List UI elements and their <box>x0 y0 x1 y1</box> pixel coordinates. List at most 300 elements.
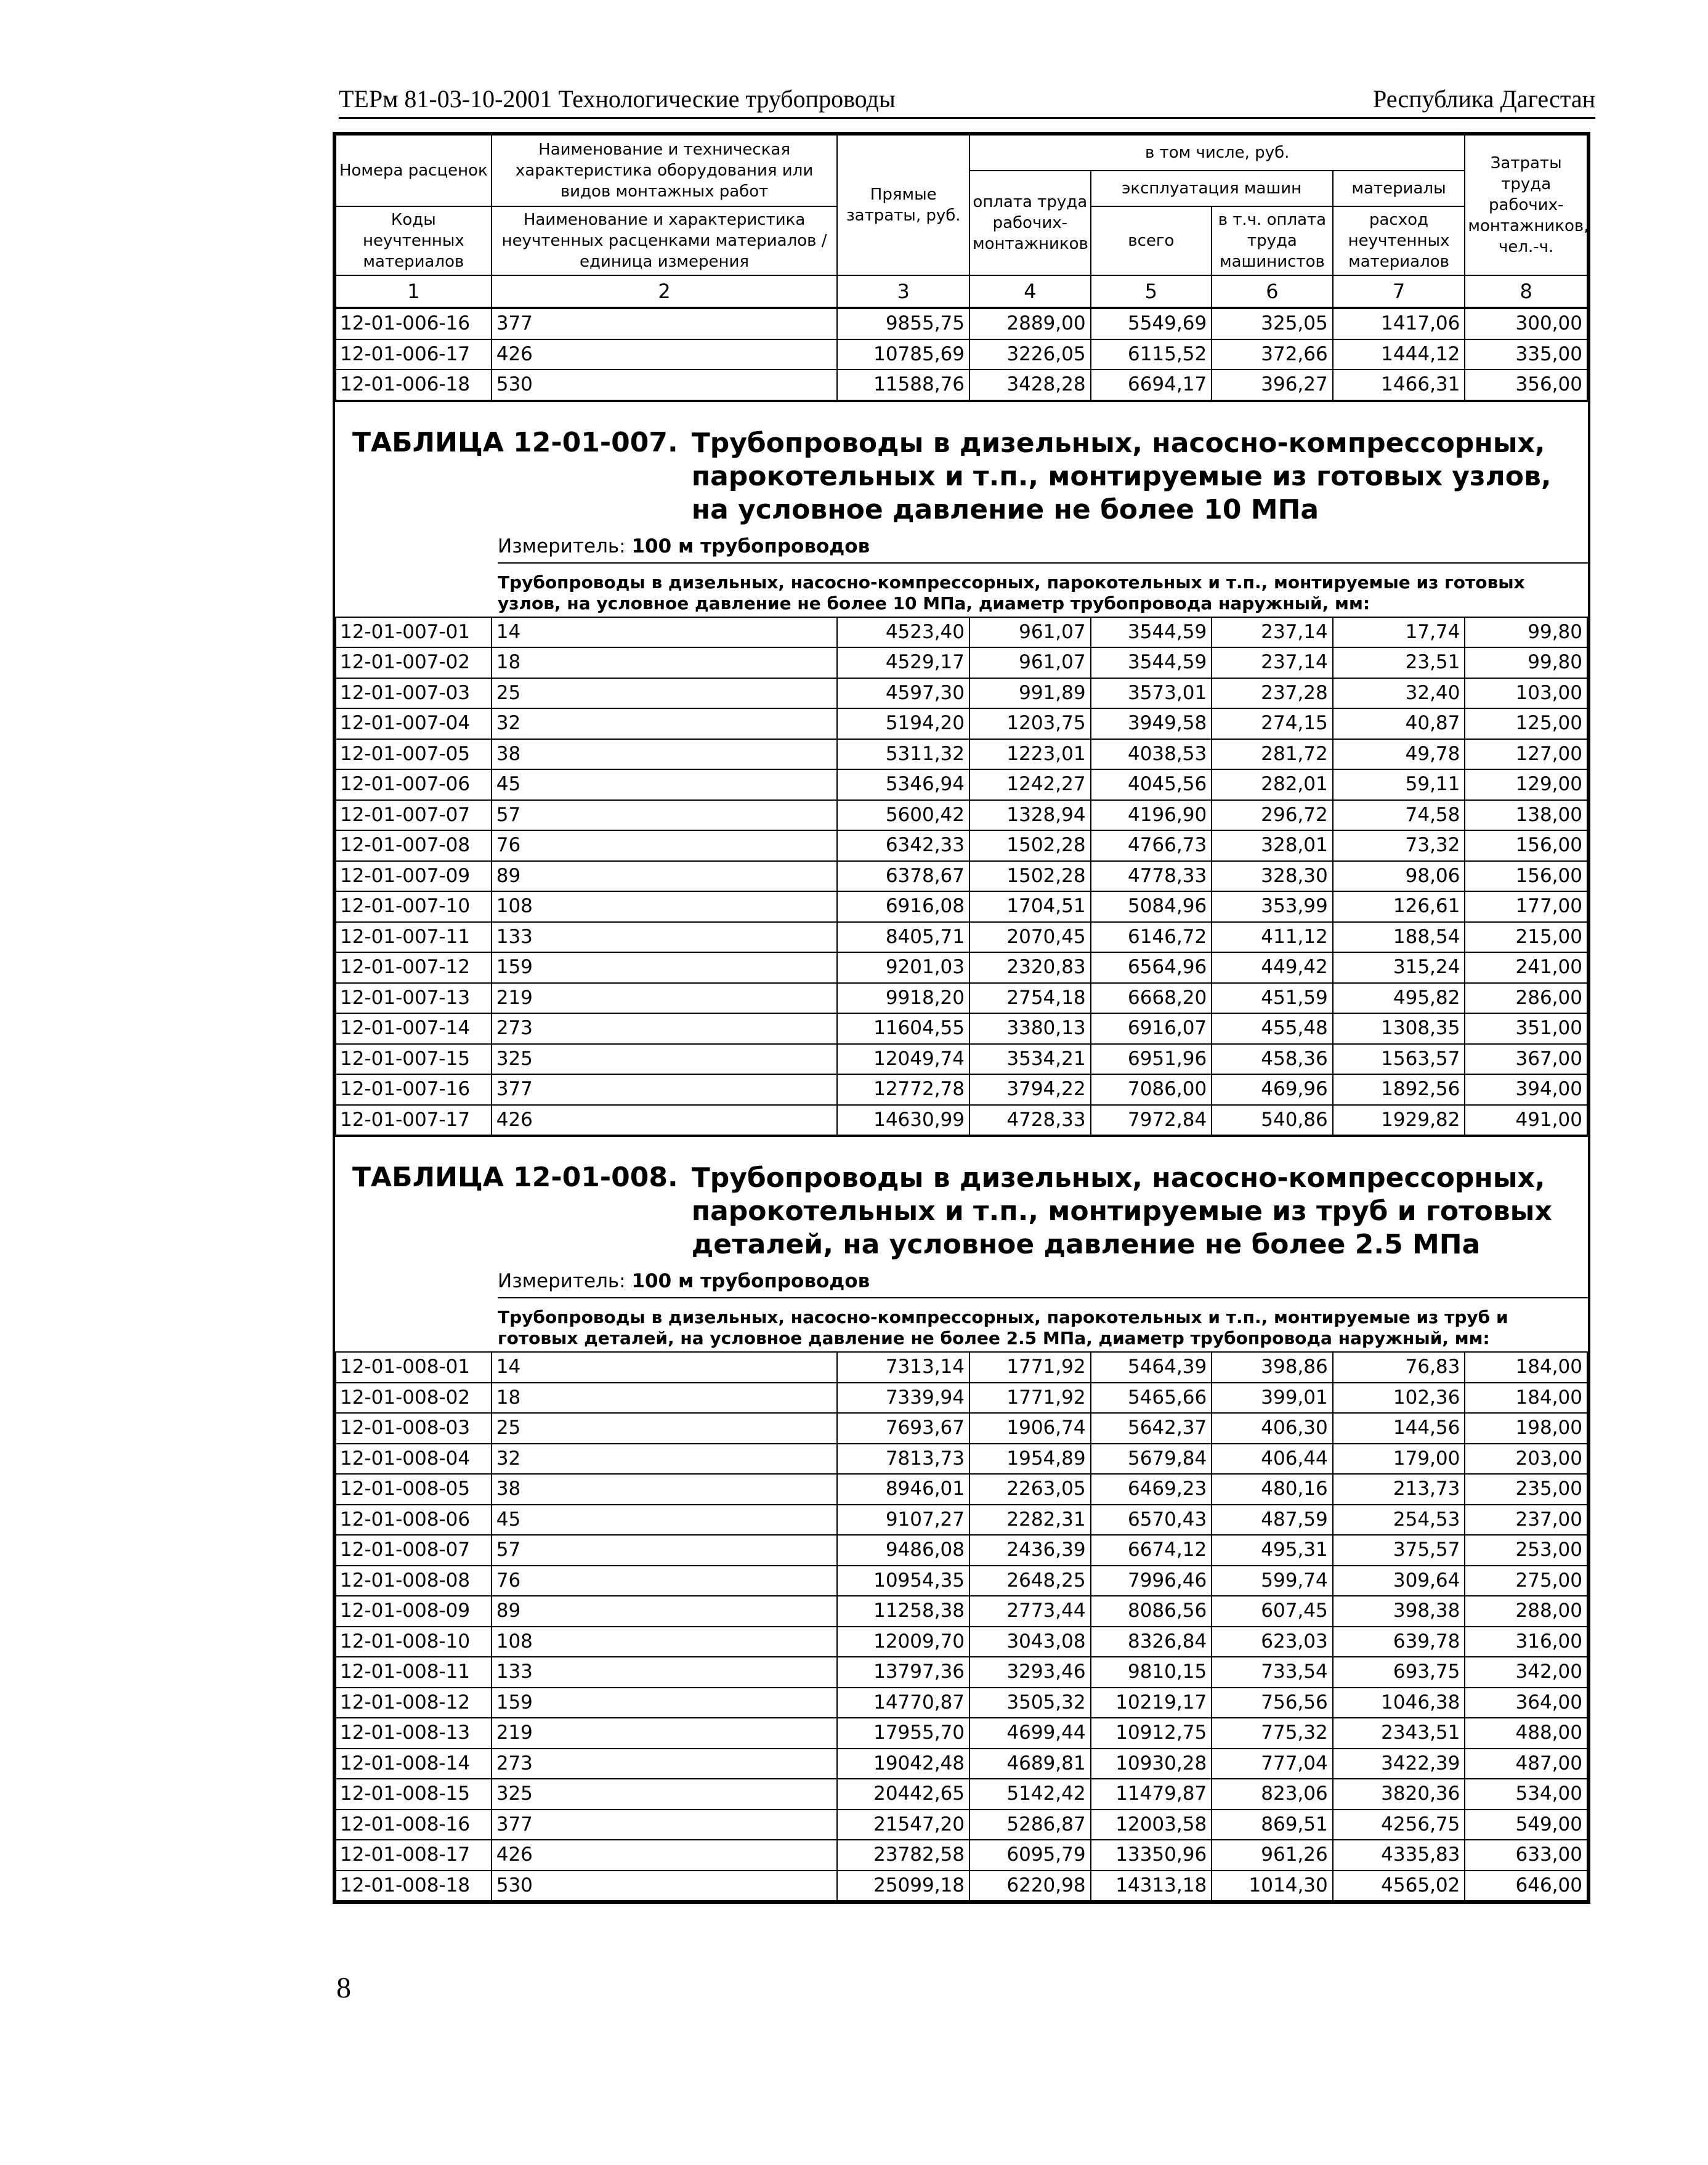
value-cell: 2320,83 <box>969 952 1091 983</box>
diameter-cell: 159 <box>492 1688 838 1718</box>
value-cell: 3428,28 <box>969 370 1091 400</box>
value-cell: 777,04 <box>1212 1749 1333 1779</box>
table-row <box>336 952 1587 983</box>
rate-code-cell: 12-01-007-10 <box>336 891 492 922</box>
value-cell: 1906,74 <box>969 1413 1091 1444</box>
value-cell: 3820,36 <box>1333 1779 1465 1810</box>
diameter-cell: 45 <box>492 769 838 800</box>
diameter-cell: 377 <box>492 309 838 339</box>
value-cell: 8326,84 <box>1091 1627 1212 1657</box>
value-cell: 487,59 <box>1212 1505 1333 1536</box>
value-cell: 6668,20 <box>1091 983 1212 1014</box>
table-row <box>336 339 1587 370</box>
value-cell: 756,56 <box>1212 1688 1333 1718</box>
diameter-cell: 18 <box>492 1383 838 1414</box>
value-cell: 6095,79 <box>969 1840 1091 1871</box>
section-heading: Трубопроводы в дизельных, насосно-компрессорных, парокотельных и т.п., монтируемые из труб и готовых деталей, на условное давление не более 2.5 МПа, диаметр трубопровода наружный, мм: <box>498 1297 1588 1351</box>
value-cell: 237,14 <box>1212 647 1333 678</box>
value-cell: 4728,33 <box>969 1105 1091 1136</box>
rate-code-cell: 12-01-008-14 <box>336 1749 492 1779</box>
value-cell: 203,00 <box>1465 1444 1587 1475</box>
value-cell: 1223,01 <box>969 739 1091 770</box>
table-row <box>336 1840 1587 1871</box>
value-cell: 6570,43 <box>1091 1505 1212 1536</box>
table-12-01-007-title-block <box>335 401 1588 617</box>
table-row <box>336 800 1587 831</box>
value-cell: 125,00 <box>1465 708 1587 739</box>
rate-code-cell: 12-01-008-09 <box>336 1596 492 1627</box>
table-row <box>336 617 1587 648</box>
table-row <box>336 309 1587 339</box>
value-cell: 14770,87 <box>837 1688 969 1718</box>
value-cell: 5286,87 <box>969 1810 1091 1840</box>
diameter-cell: 530 <box>492 1871 838 1901</box>
value-cell: 455,48 <box>1212 1013 1333 1044</box>
value-cell: 13350,96 <box>1091 1840 1212 1871</box>
value-cell: 342,00 <box>1465 1657 1587 1688</box>
table-row <box>336 1013 1587 1044</box>
value-cell: 3544,59 <box>1091 617 1212 648</box>
value-cell: 275,00 <box>1465 1566 1587 1596</box>
table-row <box>336 1688 1587 1718</box>
value-cell: 4335,83 <box>1333 1840 1465 1871</box>
value-cell: 23,51 <box>1333 647 1465 678</box>
diameter-cell: 219 <box>492 983 838 1014</box>
table-row <box>336 1596 1587 1627</box>
rate-code-cell: 12-01-008-01 <box>336 1352 492 1383</box>
value-cell: 1954,89 <box>969 1444 1091 1475</box>
rate-code-cell: 12-01-008-16 <box>336 1810 492 1840</box>
value-cell: 215,00 <box>1465 922 1587 953</box>
table-row <box>336 1749 1587 1779</box>
value-cell: 237,28 <box>1212 678 1333 709</box>
value-cell: 7086,00 <box>1091 1074 1212 1105</box>
table-row <box>336 1074 1587 1105</box>
value-cell: 4045,56 <box>1091 769 1212 800</box>
value-cell: 488,00 <box>1465 1718 1587 1749</box>
diameter-cell: 325 <box>492 1044 838 1075</box>
value-cell: 9810,15 <box>1091 1657 1212 1688</box>
value-cell: 1046,38 <box>1333 1688 1465 1718</box>
rate-code-cell: 12-01-007-17 <box>336 1105 492 1136</box>
value-cell: 198,00 <box>1465 1413 1587 1444</box>
diameter-cell: 14 <box>492 1352 838 1383</box>
diameter-cell: 45 <box>492 1505 838 1536</box>
rate-code-cell: 12-01-008-15 <box>336 1779 492 1810</box>
value-cell: 11588,76 <box>837 370 969 400</box>
table-row <box>336 1444 1587 1475</box>
value-cell: 6916,08 <box>837 891 969 922</box>
value-cell: 316,00 <box>1465 1627 1587 1657</box>
table-12-01-008-title-block <box>335 1136 1588 1351</box>
value-cell: 1929,82 <box>1333 1105 1465 1136</box>
value-cell: 3422,39 <box>1333 1749 1465 1779</box>
header-machines: эксплуатация машин <box>1091 171 1333 206</box>
table-row <box>336 739 1587 770</box>
value-cell: 237,00 <box>1465 1505 1587 1536</box>
diameter-cell: 133 <box>492 922 838 953</box>
header-materials: материалы <box>1333 171 1465 206</box>
table-label: ТАБЛИЦА 12-01-008. <box>352 1162 678 1193</box>
table-row <box>336 1105 1587 1136</box>
column-number-row <box>336 275 1587 307</box>
value-cell: 375,57 <box>1333 1535 1465 1566</box>
diameter-cell: 273 <box>492 1749 838 1779</box>
header-direct-costs: Прямые затраты, руб. <box>837 135 969 275</box>
value-cell: 11604,55 <box>837 1013 969 1044</box>
value-cell: 1892,56 <box>1333 1074 1465 1105</box>
value-cell: 1444,12 <box>1333 339 1465 370</box>
page-number: 8 <box>336 1972 351 2004</box>
value-cell: 4565,02 <box>1333 1871 1465 1901</box>
diameter-cell: 530 <box>492 370 838 400</box>
value-cell: 5549,69 <box>1091 309 1212 339</box>
value-cell: 73,32 <box>1333 830 1465 861</box>
rate-code-cell: 12-01-007-09 <box>336 861 492 892</box>
value-cell: 2889,00 <box>969 309 1091 339</box>
diameter-cell: 32 <box>492 1444 838 1475</box>
value-cell: 315,24 <box>1333 952 1465 983</box>
rate-code-cell: 12-01-007-11 <box>336 922 492 953</box>
value-cell: 1771,92 <box>969 1383 1091 1414</box>
table-row <box>336 983 1587 1014</box>
value-cell: 6378,67 <box>837 861 969 892</box>
value-cell: 9107,27 <box>837 1505 969 1536</box>
value-cell: 12009,70 <box>837 1627 969 1657</box>
table-label: ТАБЛИЦА 12-01-007. <box>352 426 678 458</box>
value-cell: 353,99 <box>1212 891 1333 922</box>
diameter-cell: 273 <box>492 1013 838 1044</box>
diameter-cell: 38 <box>492 1474 838 1505</box>
rate-code-cell: 12-01-008-12 <box>336 1688 492 1718</box>
value-cell: 9918,20 <box>837 983 969 1014</box>
value-cell: 2773,44 <box>969 1596 1091 1627</box>
value-cell: 19042,48 <box>837 1749 969 1779</box>
value-cell: 4597,30 <box>837 678 969 709</box>
value-cell: 129,00 <box>1465 769 1587 800</box>
value-cell: 6694,17 <box>1091 370 1212 400</box>
value-cell: 7693,67 <box>837 1413 969 1444</box>
value-cell: 495,82 <box>1333 983 1465 1014</box>
value-cell: 491,00 <box>1465 1105 1587 1136</box>
value-cell: 5142,42 <box>969 1779 1091 1810</box>
value-cell: 398,86 <box>1212 1352 1333 1383</box>
value-cell: 823,06 <box>1212 1779 1333 1810</box>
value-cell: 7996,46 <box>1091 1566 1212 1596</box>
meter-label: Измеритель: <box>498 1270 626 1292</box>
value-cell: 1466,31 <box>1333 370 1465 400</box>
value-cell: 2648,25 <box>969 1566 1091 1596</box>
value-cell: 961,07 <box>969 647 1091 678</box>
value-cell: 5465,66 <box>1091 1383 1212 1414</box>
value-cell: 98,06 <box>1333 861 1465 892</box>
diameter-cell: 219 <box>492 1718 838 1749</box>
table-row <box>336 708 1587 739</box>
value-cell: 4529,17 <box>837 647 969 678</box>
value-cell: 693,75 <box>1333 1657 1465 1688</box>
value-cell: 458,36 <box>1212 1044 1333 1075</box>
table-row <box>336 1383 1587 1414</box>
value-cell: 2343,51 <box>1333 1718 1465 1749</box>
value-cell: 4778,33 <box>1091 861 1212 892</box>
value-cell: 394,00 <box>1465 1074 1587 1105</box>
value-cell: 126,61 <box>1333 891 1465 922</box>
rate-code-cell: 12-01-008-06 <box>336 1505 492 1536</box>
value-cell: 99,80 <box>1465 617 1587 648</box>
value-cell: 49,78 <box>1333 739 1465 770</box>
diameter-cell: 38 <box>492 739 838 770</box>
header-code-bottom: Коды неучтенных материалов <box>336 206 492 275</box>
rate-code-cell: 12-01-008-03 <box>336 1413 492 1444</box>
value-cell: 733,54 <box>1212 1657 1333 1688</box>
value-cell: 3043,08 <box>969 1627 1091 1657</box>
value-cell: 3226,05 <box>969 339 1091 370</box>
diameter-cell: 377 <box>492 1810 838 1840</box>
value-cell: 5679,84 <box>1091 1444 1212 1475</box>
value-cell: 5346,94 <box>837 769 969 800</box>
meter-value: 100 м трубопроводов <box>631 535 870 557</box>
value-cell: 1308,35 <box>1333 1013 1465 1044</box>
value-cell: 10912,75 <box>1091 1718 1212 1749</box>
rate-code-cell: 12-01-007-08 <box>336 830 492 861</box>
value-cell: 406,30 <box>1212 1413 1333 1444</box>
value-cell: 5084,96 <box>1091 891 1212 922</box>
value-cell: 241,00 <box>1465 952 1587 983</box>
diameter-cell: 426 <box>492 339 838 370</box>
value-cell: 17,74 <box>1333 617 1465 648</box>
table-row <box>336 891 1587 922</box>
value-cell: 406,44 <box>1212 1444 1333 1475</box>
header-name-top: Наименование и техническая характеристика оборудования или видов монтажных работ <box>492 135 838 206</box>
value-cell: 286,00 <box>1465 983 1587 1014</box>
value-cell: 6146,72 <box>1091 922 1212 953</box>
value-cell: 3949,58 <box>1091 708 1212 739</box>
value-cell: 17955,70 <box>837 1718 969 1749</box>
table-row <box>336 1810 1587 1840</box>
value-cell: 487,00 <box>1465 1749 1587 1779</box>
rate-code-cell: 12-01-006-16 <box>336 309 492 339</box>
rate-code-cell: 12-01-008-02 <box>336 1383 492 1414</box>
value-cell: 12003,58 <box>1091 1810 1212 1840</box>
table-row <box>336 1535 1587 1566</box>
value-cell: 646,00 <box>1465 1871 1587 1901</box>
value-cell: 1704,51 <box>969 891 1091 922</box>
diameter-cell: 89 <box>492 861 838 892</box>
value-cell: 5464,39 <box>1091 1352 1212 1383</box>
value-cell: 364,00 <box>1465 1688 1587 1718</box>
rows-table-12-01-007 <box>335 617 1588 1136</box>
value-cell: 177,00 <box>1465 891 1587 922</box>
value-cell: 296,72 <box>1212 800 1333 831</box>
value-cell: 325,05 <box>1212 309 1333 339</box>
value-cell: 3534,21 <box>969 1044 1091 1075</box>
value-cell: 2070,45 <box>969 922 1091 953</box>
value-cell: 235,00 <box>1465 1474 1587 1505</box>
value-cell: 328,01 <box>1212 830 1333 861</box>
rate-code-cell: 12-01-007-15 <box>336 1044 492 1075</box>
value-cell: 1771,92 <box>969 1352 1091 1383</box>
table-title: Трубопроводы в дизельных, насосно-компрессорных, парокотельных и т.п., монтируемые из готовых узлов, на условное давление не более 10 МПа <box>691 427 1552 525</box>
value-cell: 399,01 <box>1212 1383 1333 1414</box>
value-cell: 7813,73 <box>837 1444 969 1475</box>
value-cell: 1014,30 <box>1212 1871 1333 1901</box>
rows-table-12-01-006 <box>335 308 1588 401</box>
rate-code-cell: 12-01-007-01 <box>336 617 492 648</box>
header-labor-hours: Затраты труда рабочих-монтажников, чел.-ч. <box>1465 135 1587 275</box>
value-cell: 639,78 <box>1333 1627 1465 1657</box>
table-row <box>336 1871 1587 1901</box>
value-cell: 12049,74 <box>837 1044 969 1075</box>
running-header <box>339 81 1595 119</box>
table-row <box>336 1718 1587 1749</box>
rate-code-cell: 12-01-007-14 <box>336 1013 492 1044</box>
rate-code-cell: 12-01-008-10 <box>336 1627 492 1657</box>
rate-code-cell: 12-01-008-04 <box>336 1444 492 1475</box>
header-labor-pay: оплата труда рабочих-монтажников <box>969 171 1091 275</box>
value-cell: 11258,38 <box>837 1596 969 1627</box>
value-cell: 40,87 <box>1333 708 1465 739</box>
diameter-cell: 18 <box>492 647 838 678</box>
value-cell: 8405,71 <box>837 922 969 953</box>
rate-code-cell: 12-01-008-17 <box>336 1840 492 1871</box>
header-code-top: Номера расценок <box>336 135 492 206</box>
value-cell: 10219,17 <box>1091 1688 1212 1718</box>
rate-code-cell: 12-01-006-17 <box>336 339 492 370</box>
table-row <box>336 1352 1587 1383</box>
table-title: Трубопроводы в дизельных, насосно-компрессорных, парокотельных и т.п., монтируемые из труб и готовых деталей, на условное давление не более 2.5 МПа <box>691 1162 1552 1260</box>
meter-label: Измеритель: <box>498 535 626 557</box>
value-cell: 3380,13 <box>969 1013 1091 1044</box>
value-cell: 281,72 <box>1212 739 1333 770</box>
value-cell: 127,00 <box>1465 739 1587 770</box>
column-number: 8 <box>1465 275 1587 307</box>
value-cell: 32,40 <box>1333 678 1465 709</box>
column-number: 6 <box>1212 275 1333 307</box>
table-row <box>336 678 1587 709</box>
value-cell: 9201,03 <box>837 952 969 983</box>
value-cell: 102,36 <box>1333 1383 1465 1414</box>
value-cell: 20442,65 <box>837 1779 969 1810</box>
value-cell: 1502,28 <box>969 830 1091 861</box>
table-row <box>336 1657 1587 1688</box>
value-cell: 9855,75 <box>837 309 969 339</box>
value-cell: 4256,75 <box>1333 1810 1465 1840</box>
value-cell: 1563,57 <box>1333 1044 1465 1075</box>
diameter-cell: 377 <box>492 1074 838 1105</box>
diameter-cell: 76 <box>492 830 838 861</box>
diameter-cell: 133 <box>492 1657 838 1688</box>
value-cell: 607,45 <box>1212 1596 1333 1627</box>
value-cell: 138,00 <box>1465 800 1587 831</box>
rate-code-cell: 12-01-008-11 <box>336 1657 492 1688</box>
value-cell: 869,51 <box>1212 1810 1333 1840</box>
value-cell: 775,32 <box>1212 1718 1333 1749</box>
value-cell: 10954,35 <box>837 1566 969 1596</box>
value-cell: 1328,94 <box>969 800 1091 831</box>
table-meter <box>498 1261 1588 1297</box>
header-materials-consumption: расход неучтенных материалов <box>1333 206 1465 275</box>
table-row <box>336 922 1587 953</box>
value-cell: 1242,27 <box>969 769 1091 800</box>
header-including: в том числе, руб. <box>969 135 1465 171</box>
diameter-cell: 325 <box>492 1779 838 1810</box>
value-cell: 599,74 <box>1212 1566 1333 1596</box>
value-cell: 495,31 <box>1212 1535 1333 1566</box>
table-meter <box>498 527 1588 562</box>
value-cell: 103,00 <box>1465 678 1587 709</box>
value-cell: 7972,84 <box>1091 1105 1212 1136</box>
value-cell: 21547,20 <box>837 1810 969 1840</box>
column-number: 2 <box>492 275 838 307</box>
value-cell: 3794,22 <box>969 1074 1091 1105</box>
diameter-cell: 32 <box>492 708 838 739</box>
value-cell: 6220,98 <box>969 1871 1091 1901</box>
value-cell: 356,00 <box>1465 370 1587 400</box>
value-cell: 76,83 <box>1333 1352 1465 1383</box>
value-cell: 6951,96 <box>1091 1044 1212 1075</box>
value-cell: 534,00 <box>1465 1779 1587 1810</box>
diameter-cell: 14 <box>492 617 838 648</box>
value-cell: 184,00 <box>1465 1383 1587 1414</box>
value-cell: 4038,53 <box>1091 739 1212 770</box>
value-cell: 1417,06 <box>1333 309 1465 339</box>
table-row <box>336 1505 1587 1536</box>
rate-code-cell: 12-01-007-07 <box>336 800 492 831</box>
diameter-cell: 89 <box>492 1596 838 1627</box>
value-cell: 991,89 <box>969 678 1091 709</box>
value-cell: 449,42 <box>1212 952 1333 983</box>
header-document-title: ТЕРм 81-03-10-2001 Технологические трубопроводы <box>339 85 896 113</box>
value-cell: 14313,18 <box>1091 1871 1212 1901</box>
rate-code-cell: 12-01-007-16 <box>336 1074 492 1105</box>
value-cell: 6674,12 <box>1091 1535 1212 1566</box>
value-cell: 3573,01 <box>1091 678 1212 709</box>
value-cell: 480,16 <box>1212 1474 1333 1505</box>
value-cell: 2282,31 <box>969 1505 1091 1536</box>
value-cell: 10785,69 <box>837 339 969 370</box>
value-cell: 2263,05 <box>969 1474 1091 1505</box>
header-region: Республика Дагестан <box>1373 85 1595 113</box>
value-cell: 184,00 <box>1465 1352 1587 1383</box>
price-table-page <box>333 132 1590 1904</box>
rate-code-cell: 12-01-007-02 <box>336 647 492 678</box>
value-cell: 25099,18 <box>837 1871 969 1901</box>
column-number: 1 <box>336 275 492 307</box>
value-cell: 4689,81 <box>969 1749 1091 1779</box>
rate-code-cell: 12-01-007-05 <box>336 739 492 770</box>
value-cell: 8946,01 <box>837 1474 969 1505</box>
table-row <box>336 1566 1587 1596</box>
value-cell: 213,73 <box>1333 1474 1465 1505</box>
diameter-cell: 426 <box>492 1105 838 1136</box>
table-row <box>336 1044 1587 1075</box>
value-cell: 351,00 <box>1465 1013 1587 1044</box>
header-machines-total: всего <box>1091 206 1212 275</box>
diameter-cell: 25 <box>492 1413 838 1444</box>
section-heading: Трубопроводы в дизельных, насосно-компрессорных, парокотельных и т.п., монтируемые из готовых узлов, на условное давление не более 10 МПа, диаметр трубопровода наружный, мм: <box>498 562 1588 617</box>
value-cell: 14630,99 <box>837 1105 969 1136</box>
value-cell: 4523,40 <box>837 617 969 648</box>
value-cell: 961,07 <box>969 617 1091 648</box>
value-cell: 5600,42 <box>837 800 969 831</box>
value-cell: 300,00 <box>1465 309 1587 339</box>
value-cell: 282,01 <box>1212 769 1333 800</box>
value-cell: 7313,14 <box>837 1352 969 1383</box>
header-machinist-pay: в т.ч. оплата труда машинистов <box>1212 206 1333 275</box>
value-cell: 335,00 <box>1465 339 1587 370</box>
column-number: 7 <box>1333 275 1465 307</box>
table-row <box>336 830 1587 861</box>
